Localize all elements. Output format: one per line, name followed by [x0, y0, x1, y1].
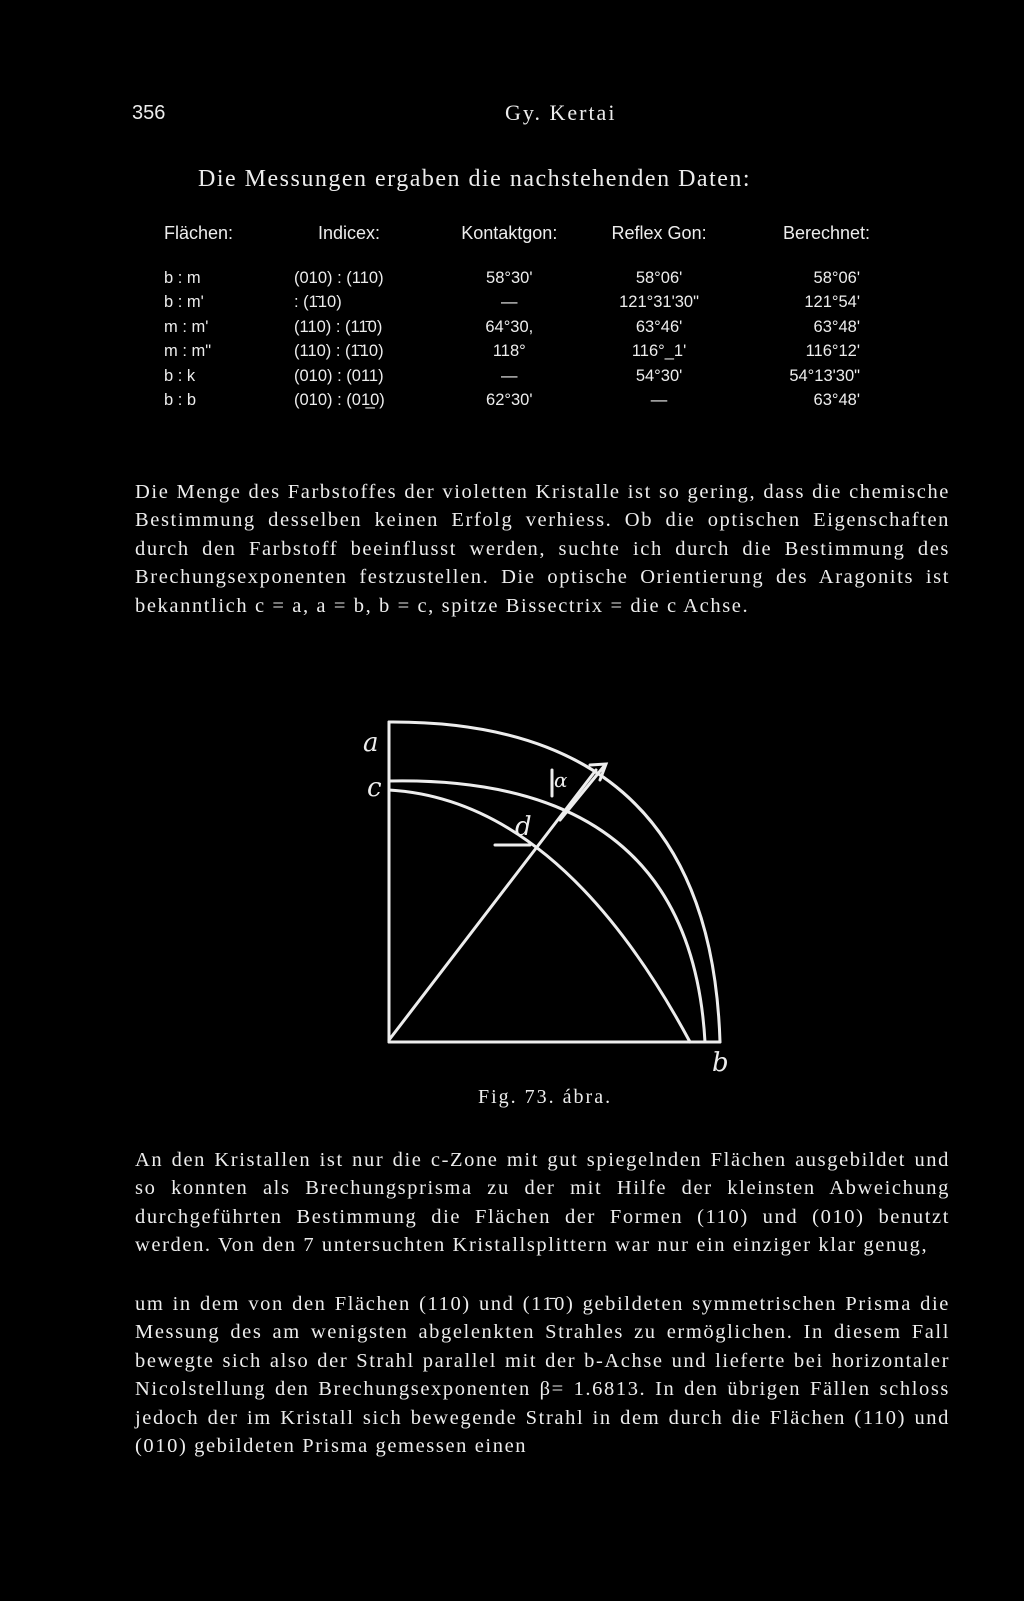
table-cell: 58°06' — [635, 268, 683, 287]
table-cell: : (1̄10) — [294, 293, 342, 312]
inner-arc — [389, 781, 705, 1042]
label-a: a — [363, 728, 379, 758]
table-cell: 116°_1' — [631, 342, 687, 361]
table-cell: 54°30' — [635, 366, 683, 385]
table-cell: (010) : (01̲0) — [294, 391, 385, 410]
page-number: 356 — [132, 102, 166, 124]
table-cell: b : b — [164, 391, 197, 410]
figure-caption: Fig. 73. ábra. — [478, 1086, 613, 1108]
label-d: d — [515, 812, 532, 842]
table-cell: 62°30' — [486, 391, 533, 410]
label-c: c — [367, 773, 382, 803]
table-cell: (010) : (110) — [294, 268, 384, 287]
intro-sentence: Die Messungen ergaben die nachstehenden Daten: — [198, 166, 752, 192]
table-cell: 64°30, — [485, 317, 534, 336]
table-cell: 58°30' — [486, 268, 533, 287]
table-cell: 116°12' — [805, 342, 860, 361]
bisectrix-line — [389, 770, 596, 1040]
label-b: b — [712, 1048, 729, 1078]
table-cell: — — [501, 366, 518, 385]
table-cell: 58°06' — [813, 268, 860, 287]
table-cell: 63°48' — [813, 391, 860, 410]
table-cell: m : m' — [164, 317, 209, 336]
table-cell: m : m" — [164, 342, 212, 361]
table-cell: b : m — [164, 268, 201, 287]
table-cell: — — [650, 391, 668, 410]
column-header: Indicex: — [317, 223, 381, 243]
column-header: Flächen: — [164, 223, 234, 243]
table-cell: 121°54' — [804, 293, 860, 312]
table-cell: b : m' — [164, 293, 204, 312]
label-alpha: α — [554, 768, 568, 792]
paragraph-crystal-zone: An den Kristallen ist nur die c-Zone mit gut spiegelnden Flächen ausgebildet und so konnten als Brechungsprisma zu der mit Hilfe der kleinsten Abweichung durchgeführten Bestimmung die Flächen der Formen (110) und (010) benutzt werden. Von den 7 untersuchten Kristallsplittern war nur ein einziger klar genug, — [135, 1149, 950, 1257]
column-header: Kontaktgon: — [461, 223, 558, 243]
running-head: Gy. Kertai — [505, 100, 617, 125]
table-cell: — — [501, 293, 518, 312]
tick-arc — [389, 790, 690, 1042]
table-cell: (010) : (011) — [294, 366, 384, 385]
table-cell: 63°48' — [813, 317, 860, 336]
column-header: Berechnet: — [782, 223, 870, 243]
table-cell: b : k — [164, 366, 196, 385]
table-cell: 63°46' — [635, 317, 683, 336]
paragraph-dye-quantity: Die Menge des Farbstoffes der violetten Kristalle ist so gering, dass die chemische Bestimmung desselben keinen Erfolg verhiess. Ob die optischen Eigenschaften durch den Farbstoff beeinflusst werden, suchte ich durch die Bestimmung des Brechungsexponenten festzustellen. Die optische Orientierung des Aragonits ist bekanntlich c = a, a = b, b = c, spitze Bissectrix = die c Achse. — [135, 481, 950, 617]
table-cell: (110) : (1̄10) — [294, 342, 384, 361]
table-cell: 54°13'30" — [789, 366, 860, 385]
column-header: Reflex Gon: — [611, 223, 707, 243]
table-cell: 118° — [492, 342, 526, 361]
table-cell: 121°31'30" — [619, 293, 699, 312]
table-cell: (110) : (11̄0) — [294, 317, 383, 336]
paragraph-prism-measurement: um in dem von den Flächen (110) und (11̄0) gebildeten symmetrischen Prisma die Messung des am wenigsten abgelenkten Strahles zu ermöglichen. In diesem Fall bewegte sich also der Strahl parallel mit der b-Achse und lieferte bei horizontaler Nicolstellung den Brechungsexponenten β= 1.6813. In den übrigen Fällen schloss jedoch der im Kristall sich bewegende Strahl in dem durch die Flächen (110) und (010) gebildeten Prisma gemessen einen — [135, 1293, 950, 1458]
